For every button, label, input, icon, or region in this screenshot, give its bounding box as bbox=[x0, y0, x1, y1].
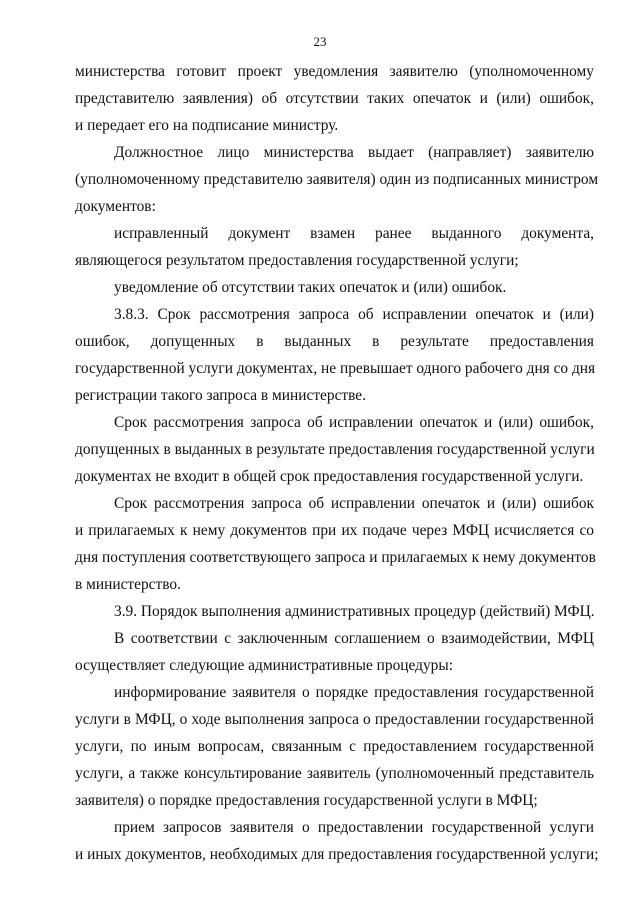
text-line: исправленный документ взамен ранее выданного документа, bbox=[114, 225, 594, 242]
text-line: министерства готовит проект уведомления заявителю (уполномоченному bbox=[75, 63, 594, 80]
text-line: услуги, по иным вопросам, связанным с предоставлением государственной bbox=[75, 738, 594, 755]
text-line: и прилагаемых к нему документов при их подаче через МФЦ исчисляется со bbox=[75, 522, 594, 539]
text-line: государственной услуги документах, не превышает одного рабочего дня со дня bbox=[75, 360, 596, 377]
text-line: уведомление об отсутствии таких опечаток и (или) ошибок. bbox=[114, 279, 507, 296]
text-line: дня поступления соответствующего запроса и прилагаемых к нему документов bbox=[75, 549, 596, 566]
text-line: документов: bbox=[75, 198, 156, 215]
text-line: заявителя) о порядке предоставления государственной услуги в МФЦ; bbox=[75, 792, 538, 809]
text-line: Должностное лицо министерства выдает (направляет) заявителю bbox=[114, 144, 594, 161]
text-line: регистрации такого запроса в министерстве. bbox=[75, 387, 366, 404]
text-line: и передает его на подписание министру. bbox=[75, 117, 339, 134]
text-line: услуги в МФЦ, о ходе выполнения запроса о предоставлении государственной bbox=[75, 711, 594, 728]
text-line: документах не входит в общей срок предоставления государственной услуги. bbox=[75, 468, 584, 485]
text-line: Срок рассмотрения запроса об исправлении опечаток и (или) ошибок bbox=[114, 495, 594, 512]
text-line: ошибок, допущенных в выданных в результате предоставления bbox=[75, 333, 594, 350]
text-line: В соответствии с заключенным соглашением о взаимодействии, МФЦ bbox=[114, 630, 594, 647]
text-line: услуги, а также консультирование заявитель (уполномоченный представитель bbox=[75, 765, 594, 782]
text-line: осуществляет следующие административные процедуры: bbox=[75, 657, 453, 674]
text-line: являющегося результатом предоставления государственной услуги; bbox=[75, 252, 519, 269]
text-line: представителю заявления) об отсутствии таких опечаток и (или) ошибок, bbox=[75, 90, 594, 107]
text-line: прием запросов заявителя о предоставлении государственной услуги bbox=[114, 819, 594, 836]
text-line: в министерство. bbox=[75, 576, 181, 593]
text-line: допущенных в выданных в результате предоставления государственной услуги bbox=[75, 441, 595, 458]
text-line: Срок рассмотрения запроса об исправлении опечаток и (или) ошибок, bbox=[114, 414, 594, 431]
text-line: 3.9. Порядок выполнения административных процедур (действий) МФЦ. bbox=[114, 603, 595, 620]
text-line: информирование заявителя о порядке предоставления государственной bbox=[114, 684, 594, 701]
text-line: и иных документов, необходимых для предоставления государственной услуги; bbox=[75, 846, 599, 863]
text-line: 3.8.3. Срок рассмотрения запроса об исправлении опечаток и (или) bbox=[114, 306, 594, 323]
text-line: (уполномоченному представителю заявителя) один из подписанных министром bbox=[75, 171, 599, 188]
page-number: 23 bbox=[313, 34, 327, 49]
